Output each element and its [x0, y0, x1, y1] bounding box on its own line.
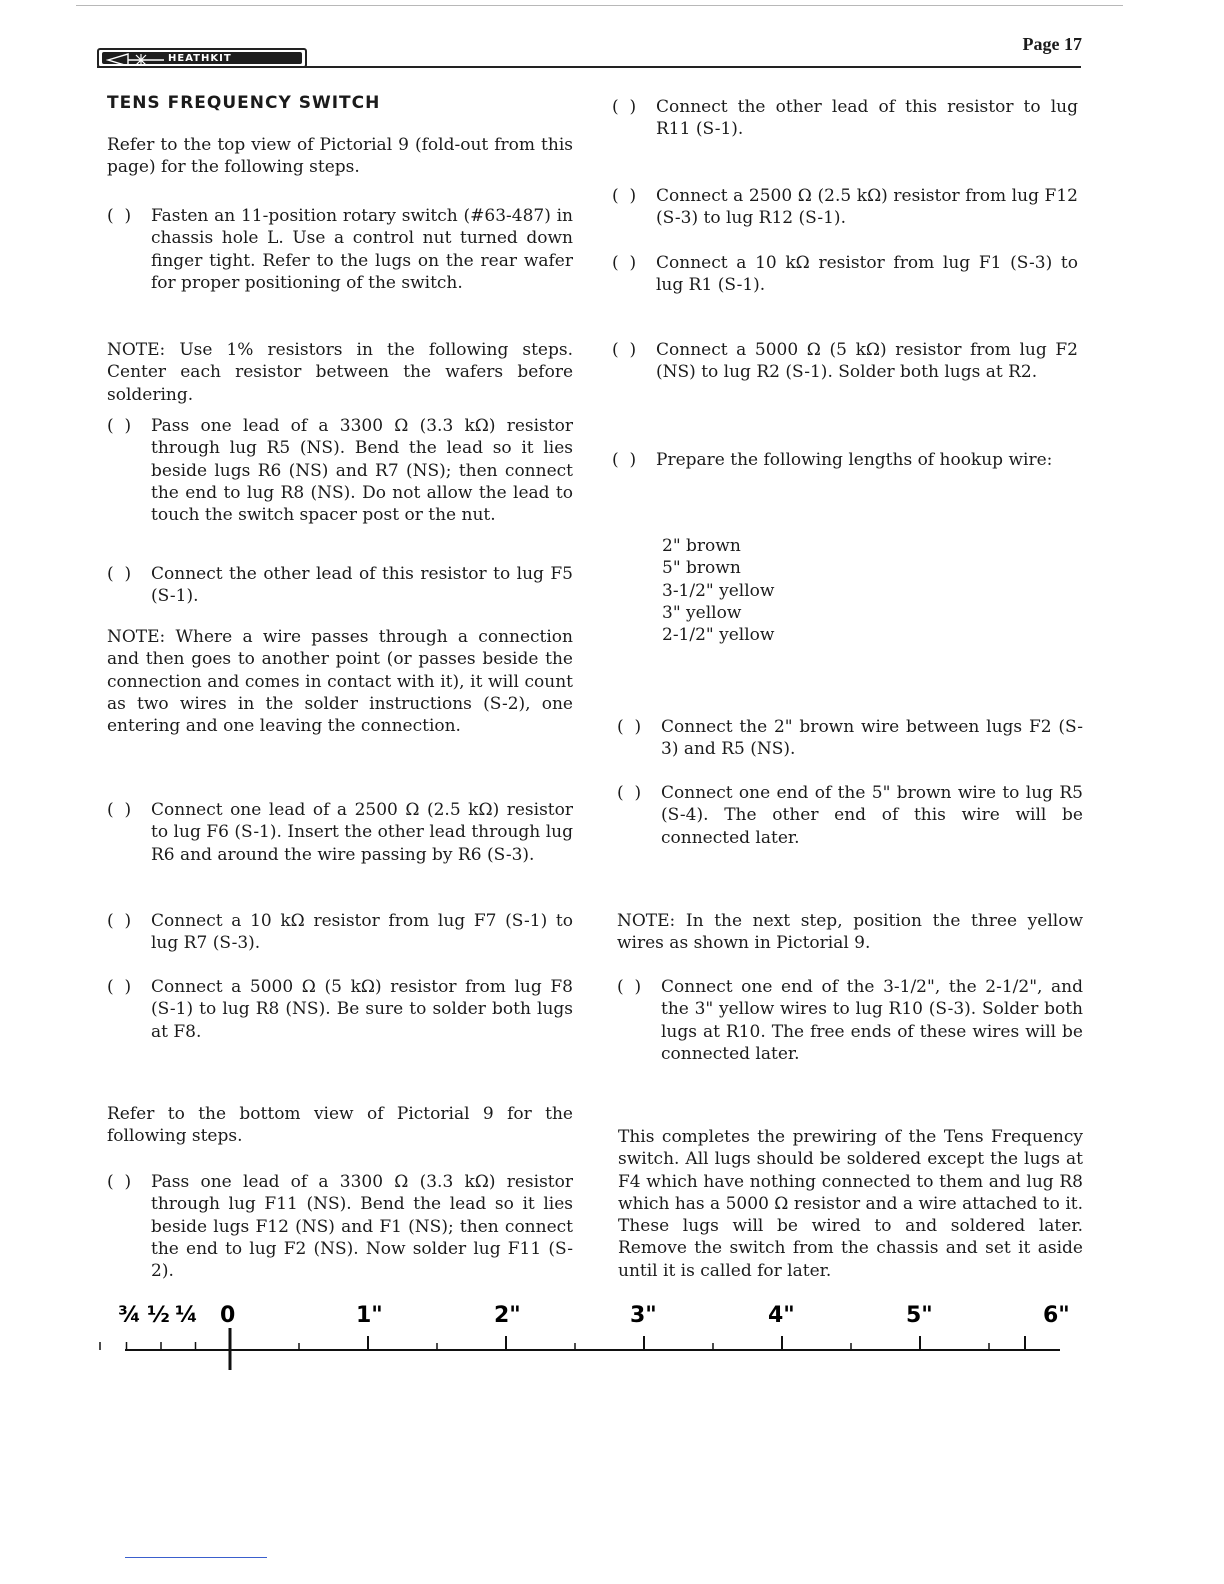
- step-text: Connect a 10 kΩ resistor from lug F1 (S-3) to lug R1 (S-1).: [656, 253, 1078, 296]
- checkbox[interactable]: ( ): [107, 416, 132, 436]
- checkbox[interactable]: ( ): [107, 800, 132, 820]
- checkbox[interactable]: ( ): [612, 97, 637, 117]
- brand-name: HEATHKIT: [168, 53, 232, 64]
- page-number: Page 17: [1022, 34, 1082, 54]
- step-text: Prepare the following lengths of hookup wire:: [656, 450, 1053, 470]
- step-text: Connect a 5000 Ω (5 kΩ) resistor from lug F2 (NS) to lug R2 (S-1). Solder both lugs at R2.: [656, 340, 1078, 383]
- ruler-label: 6": [1043, 1303, 1070, 1328]
- note-wire-count: NOTE: Where a wire passes through a connection and then goes to another point (or passes beside the connection and comes in contact with it), it will count as two wires in the solder instructions (S-2), one entering and one leaving the connection.: [107, 627, 573, 737]
- note-resistors: NOTE: Use 1% resistors in the following steps. Center each resistor between the wafers before soldering.: [107, 340, 573, 405]
- step-text: Connect the other lead of this resistor to lug R11 (S-1).: [656, 97, 1078, 140]
- list-item: 5" brown: [662, 558, 741, 579]
- step-text: Pass one lead of a 3300 Ω (3.3 kΩ) resistor through lug R5 (NS). Bend the lead so it lies beside lugs R6 (NS) and R7 (NS); then connect the end to lug R8 (NS). Do not allow the lead to touch the switch spacer post or the nut.: [151, 416, 573, 526]
- ruler-ticks: [100, 1336, 1025, 1350]
- step-text: Connect the other lead of this resistor to lug F5 (S-1).: [151, 564, 573, 607]
- ruler-label: 4": [768, 1303, 795, 1328]
- list-item: 3-1/2" yellow: [662, 580, 775, 601]
- checkbox[interactable]: ( ): [107, 977, 132, 997]
- ruler-label: 3": [630, 1303, 657, 1328]
- step-text: Connect one end of the 3-1/2", the 2-1/2", and the 3" yellow wires to lug R10 (S-3). Solder both lugs at R10. The free ends of these wires will be connected later.: [661, 977, 1083, 1064]
- ruler-label: 0: [220, 1303, 236, 1328]
- ruler-label: ¼: [175, 1303, 198, 1328]
- step-text: Connect the 2" brown wire between lugs F2 (S-3) and R5 (NS).: [661, 717, 1083, 760]
- ruler-label: 5": [906, 1303, 933, 1328]
- closing-paragraph: This completes the prewiring of the Tens Frequency switch. All lugs should be soldered except the lugs at F4 which have nothing connected to them and lug R8 which has a 5000 Ω resistor and a wire attached to it. These lugs will be wired to and soldered later. Remove the switch from the chassis and set it aside until it is called for later.: [618, 1127, 1083, 1281]
- checkbox[interactable]: ( ): [617, 977, 642, 997]
- step-text: Pass one lead of a 3300 Ω (3.3 kΩ) resistor through lug F11 (NS). Bend the lead so it lies beside lugs F12 (NS) and F1 (NS); then connect the end to lug F2 (NS). Now solder lug F11 (S-2).: [151, 1172, 573, 1282]
- checkbox[interactable]: ( ): [617, 717, 642, 737]
- step-text: Fasten an 11-position rotary switch (#63-487) in chassis hole L. Use a control nut turned down finger tight. Refer to the lugs on the rear wafer for proper positioning of the switch.: [151, 206, 573, 293]
- step-text: Connect a 2500 Ω (2.5 kΩ) resistor from lug F12 (S-3) to lug R12 (S-1).: [656, 186, 1078, 229]
- ruler-label: 2": [494, 1303, 521, 1328]
- step-text: Connect one end of the 5" brown wire to lug R5 (S-4). The other end of this wire will be connected later.: [661, 783, 1083, 848]
- checkbox[interactable]: ( ): [612, 340, 637, 360]
- bottom-edge-rule: [125, 1557, 267, 1558]
- list-item: 2" brown: [662, 536, 741, 556]
- intro-bottom-view: Refer to the bottom view of Pictorial 9 for the following steps.: [107, 1104, 573, 1147]
- checkbox[interactable]: ( ): [617, 783, 642, 803]
- list-item: 2-1/2" yellow: [662, 625, 775, 646]
- checkbox[interactable]: ( ): [107, 206, 132, 226]
- checkbox[interactable]: ( ): [612, 186, 637, 206]
- checkbox[interactable]: ( ): [612, 253, 637, 273]
- step-text: Connect a 10 kΩ resistor from lug F7 (S-1) to lug R7 (S-3).: [151, 911, 573, 954]
- checkbox[interactable]: ( ): [107, 564, 132, 584]
- list-item: 3" yellow: [662, 602, 742, 623]
- checkbox[interactable]: ( ): [107, 1172, 132, 1192]
- section-title: TENS FREQUENCY SWITCH: [107, 93, 381, 113]
- ruler-label: ¾: [118, 1303, 141, 1328]
- checkbox[interactable]: ( ): [107, 911, 132, 931]
- ruler-label: 1": [356, 1303, 383, 1328]
- note-yellow-wires: NOTE: In the next step, position the three yellow wires as shown in Pictorial 9.: [617, 911, 1083, 954]
- checkbox[interactable]: ( ): [612, 450, 637, 470]
- step-text: Connect one lead of a 2500 Ω (2.5 kΩ) resistor to lug F6 (S-1). Insert the other lead through lug R6 and around the wire passing by R6 (S-3).: [151, 800, 573, 865]
- step-text: Connect a 5000 Ω (5 kΩ) resistor from lug F8 (S-1) to lug R8 (NS). Be sure to solder both lugs at F8.: [151, 977, 573, 1042]
- ruler-label: ½: [147, 1303, 170, 1328]
- intro-paragraph: Refer to the top view of Pictorial 9 (fold-out from this page) for the following steps.: [107, 135, 573, 178]
